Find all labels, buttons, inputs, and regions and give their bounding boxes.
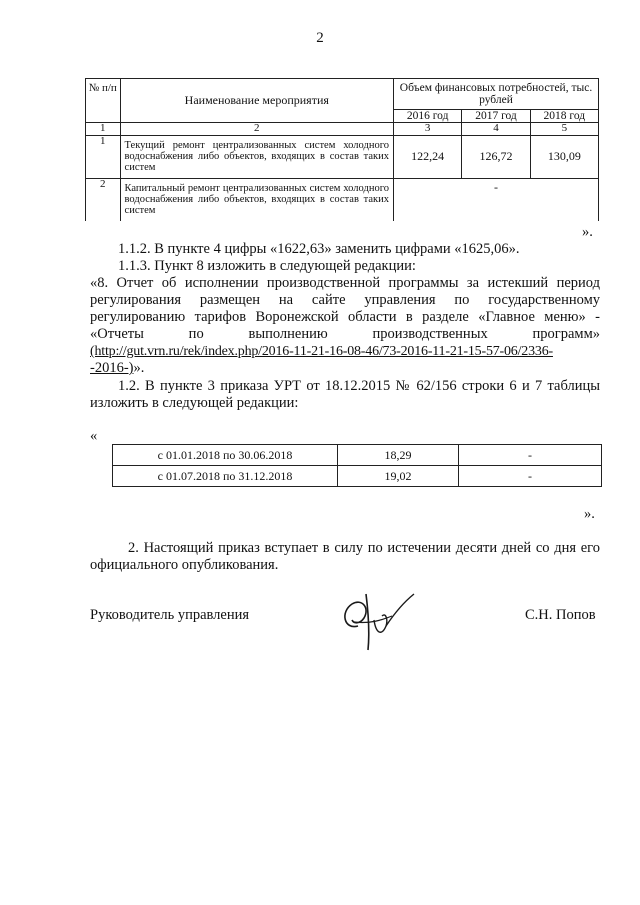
row-merged-value: -	[394, 178, 599, 221]
header-year-2016: 2016 год	[394, 110, 462, 123]
table-index-row	[86, 123, 599, 136]
tariff-value-cell: 19,02	[338, 466, 459, 487]
handwritten-signature	[330, 590, 440, 652]
header-name: Наименование мероприятия	[120, 79, 393, 123]
tariff-periods-table	[112, 444, 602, 487]
paragraph-8-line: регулированию тарифов Воронежской области в разделе «Главное меню» -	[90, 309, 600, 325]
paragraph-8-end: ».	[133, 360, 145, 376]
clause-2-cont: официального опубликования.	[90, 557, 279, 573]
table2-open-quote: «	[90, 428, 98, 444]
paragraph-8-line: регулирования размещен на сайте управления по государственному	[90, 292, 600, 308]
table-row	[86, 135, 599, 178]
paragraph-1-1-2: 1.1.2. В пункте 4 цифры «1622,63» заменить цифрами «1625,06».	[118, 241, 520, 257]
period-cell: с 01.07.2018 по 31.12.2018	[113, 466, 338, 487]
row-num: 1	[86, 135, 121, 178]
tariff-extra-cell: -	[459, 445, 602, 466]
table2-closing-quote: ».	[584, 506, 595, 522]
row-name: Капитальный ремонт централизованных систем холодного водоснабжения либо объектов, входящих в состав таких систем	[120, 178, 393, 221]
signature-name: С.Н. Попов	[525, 607, 596, 623]
reports-link[interactable]: (http://gut.vrn.ru/rek/index.php/2016-11-21-16-08-46/73-2016-11-21-15-57-06/2336-	[90, 344, 553, 359]
index-cell: 5	[530, 123, 598, 136]
paragraph-1-2: 1.2. В пункте 3 приказа УРТ от 18.12.2015 № 62/156 строки 6 и 7 таблицы	[118, 378, 600, 394]
index-cell: 2	[120, 123, 393, 136]
row-name: Текущий ремонт централизованных систем холодного водоснабжения либо объектов, входящих в состав таких систем	[120, 135, 393, 178]
reports-link-continued[interactable]: -2016-)	[90, 360, 134, 376]
tariff-extra-cell: -	[459, 466, 602, 487]
paragraph-8-link-end	[90, 360, 144, 377]
period-cell: с 01.01.2018 по 30.06.2018	[113, 445, 338, 466]
header-year-2018: 2018 год	[530, 110, 598, 123]
header-num: № п/п	[86, 79, 121, 123]
index-cell: 3	[394, 123, 462, 136]
paragraph-1-1-3: 1.1.3. Пункт 8 изложить в следующей редакции:	[118, 258, 416, 274]
paragraph-1-2-cont: изложить в следующей редакции:	[90, 395, 299, 411]
row-value-2018: 130,09	[530, 135, 598, 178]
page-number: 2	[316, 30, 324, 46]
table-row	[113, 466, 602, 487]
header-volume: Объем финансовых потребностей, тыс. рублей	[394, 79, 599, 110]
index-cell: 4	[462, 123, 530, 136]
table-row	[86, 178, 599, 221]
index-cell: 1	[86, 123, 121, 136]
table1-closing-quote: ».	[582, 224, 593, 240]
row-value-2016: 122,24	[394, 135, 462, 178]
paragraph-8-line: «8. Отчет об исполнении производственной программы за истекший период	[90, 275, 600, 291]
clause-2: 2. Настоящий приказ вступает в силу по истечении десяти дней со дня его	[128, 540, 600, 556]
tariff-value-cell: 18,29	[338, 445, 459, 466]
row-num: 2	[86, 178, 121, 221]
signature-position: Руководитель управления	[90, 607, 250, 623]
financial-needs-table	[85, 78, 599, 221]
header-year-2017: 2017 год	[462, 110, 530, 123]
table-header-row	[86, 79, 599, 110]
table-row	[113, 445, 602, 466]
row-value-2017: 126,72	[462, 135, 530, 178]
paragraph-8-line: «Отчеты по выполнению производственных программ»	[90, 326, 600, 342]
